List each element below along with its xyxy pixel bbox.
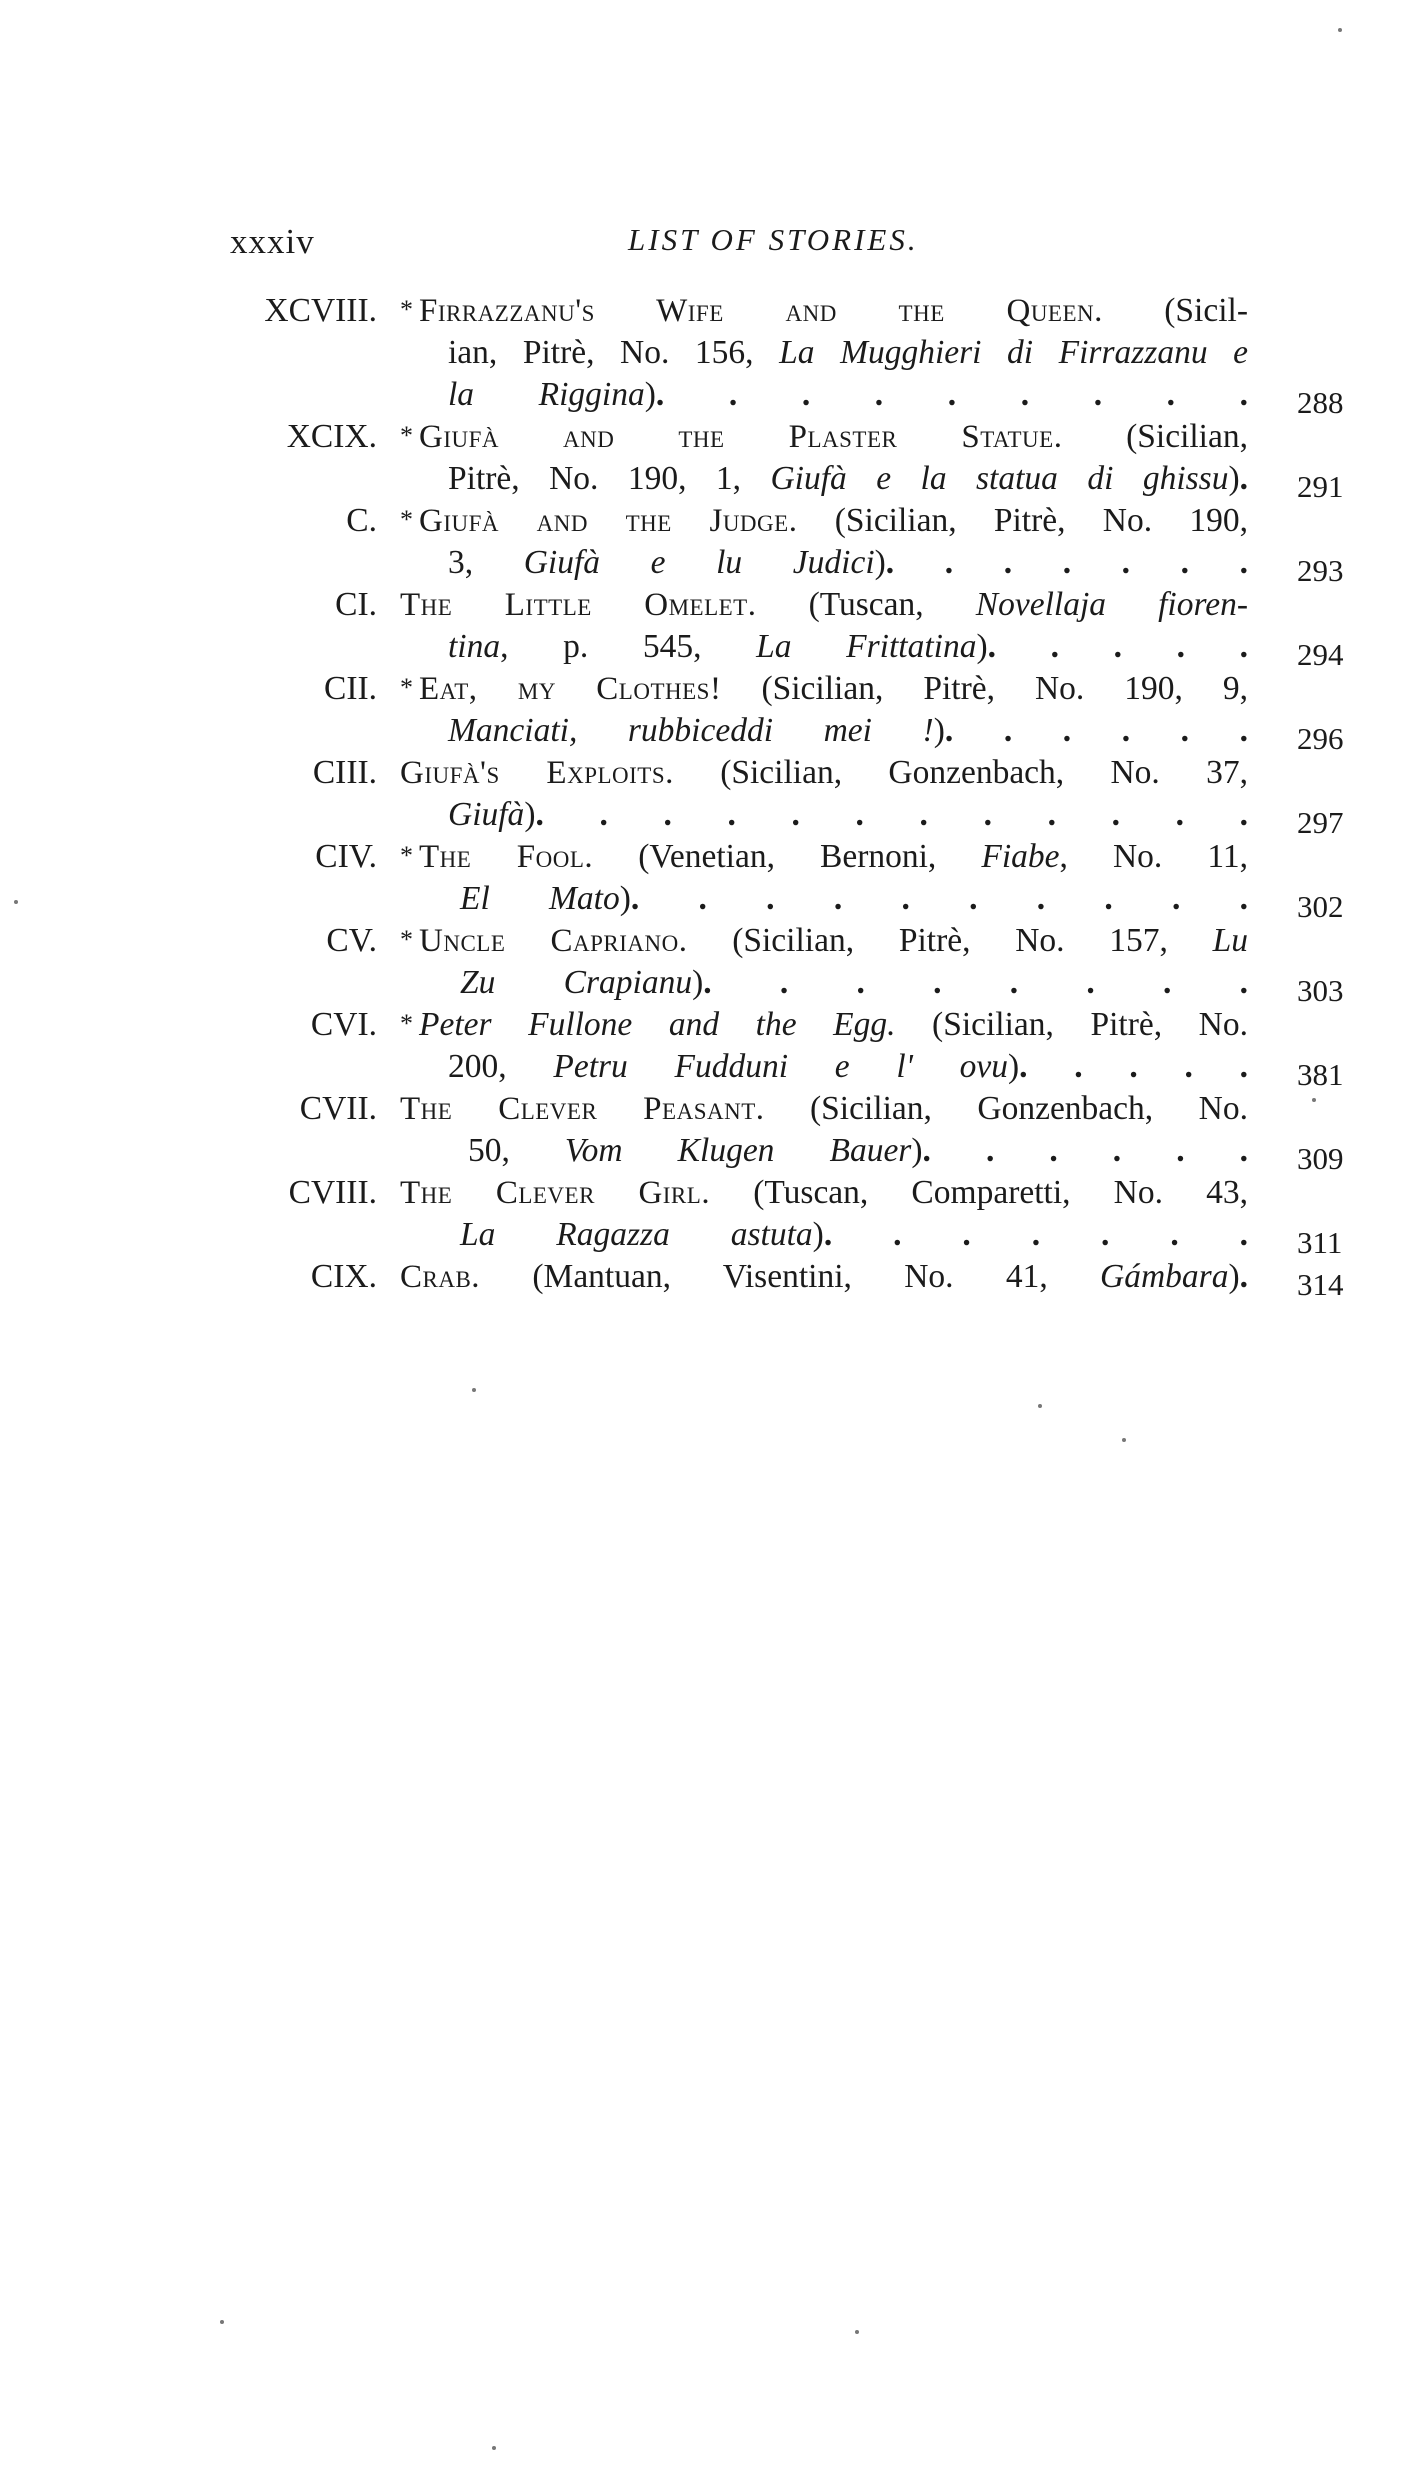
entry-title: Giufà's Exploits. [400,755,674,791]
entry-title: Giufà and the Plaster Statue. [419,419,1063,455]
leader-dots: . [1239,460,1249,497]
story-entry: CV. * Uncle Capriano. (Sicilian, Pitrè, No. 157, Lu Zu Crapianu). . . . . . . . 303 [0,920,1424,1004]
story-entry: CVII. The Clever Peasant. (Sicilian, Gonzenbach, No. 50, Vom Klugen Bauer). . . . . . 309 [0,1088,1424,1172]
leader-dots: . . . . . . . . . [655,376,1249,413]
story-entry: CI. The Little Omelet. (Tuscan, Novellaja fioren- tina, p. 545, La Frittatina). . . . . 294 [0,584,1424,668]
entry-title: Giufà and the Judge. [419,503,798,539]
page-header [0,222,1424,272]
entry-title: The Clever Peasant. [400,1091,765,1127]
entry-title: Crab. [400,1259,481,1295]
story-entry: CIX. Crab. (Mantuan, Visentini, No. 41, Gámbara). 314 [0,1256,1424,1298]
leader-dots: . . . . . [987,628,1249,665]
star-marker: * [400,295,413,324]
entry-numeral: XCVIII. [264,292,377,329]
story-entry: XCVIII. * Firrazzanu's Wife and the Queen. (Sicil- ian, Pitrè, No. 156, La Mugghieri di Firrazzanu e la Riggina). . . . . . . . . 288 [0,290,1424,416]
star-marker: * [400,505,413,534]
entry-numeral: CIX. [310,1258,377,1295]
story-entry: CIV. * The Fool. (Venetian, Bernoni, Fiabe, No. 11, El Mato). . . . . . . . . . 302 [0,836,1424,920]
entry-page: 381 [1297,1057,1344,1092]
entry-title: The Clever Girl. [400,1175,711,1211]
scan-speck [1122,1438,1126,1442]
entry-page: 291 [1297,469,1344,504]
star-marker: * [400,1009,413,1038]
leader-dots: . . . . . . . [885,544,1249,581]
story-entry: CVI. * Peter Fullone and the Egg. (Sicilian, Pitrè, No. 200, Petru Fudduni e l' ovu). . . . . 381 [0,1004,1424,1088]
star-marker: * [400,925,413,954]
entry-title: Peter Fullone and the Egg. [419,1006,896,1043]
entry-numeral: CVII. [299,1090,377,1127]
story-entry: CIII. Giufà's Exploits. (Sicilian, Gonzenbach, No. 37, Giufà). . . . . . . . . . . . 297 [0,752,1424,836]
story-entry: CVIII. The Clever Girl. (Tuscan, Comparetti, No. 43, La Ragazza astuta). . . . . . . 311 [0,1172,1424,1256]
scan-speck [472,1388,476,1392]
scan-speck [1338,28,1342,32]
entry-numeral: CI. [335,586,377,623]
entry-numeral: CV. [326,922,377,959]
leader-dots: . . . . . . . . . . . . [535,796,1248,833]
scan-speck [1038,1404,1042,1408]
entry-page: 309 [1297,1141,1344,1176]
leader-dots: . . . . . . . . . . [630,880,1249,917]
scan-speck [220,2320,224,2324]
leader-dots: . . . . . . . . [703,964,1248,1001]
entry-page: 297 [1297,805,1344,840]
entry-title: Firrazzanu's Wife and the Queen. [419,293,1103,329]
entry-title: Uncle Capriano. [419,923,688,959]
story-entry: C. * Giufà and the Judge. (Sicilian, Pitrè, No. 190, 3, Giufà e lu Judici). . . . . . . 293 [0,500,1424,584]
entry-numeral: XCIX. [286,418,377,455]
story-entry: XCIX. * Giufà and the Plaster Statue. (Sicilian, Pitrè, No. 190, 1, Giufà e la statua di ghissu). 291 [0,416,1424,500]
entry-title: The Little Omelet. [400,587,757,623]
entry-numeral: CII. [323,670,377,707]
entry-numeral: CVI. [310,1006,377,1043]
scan-speck [14,900,18,904]
leader-dots: . . . . . . [944,712,1248,749]
story-entry: CII. * Eat, my Clothes! (Sicilian, Pitrè, No. 190, 9, Manciati, rubbiceddi mei !). . . . . . 296 [0,668,1424,752]
entry-page: 288 [1297,385,1344,420]
entry-page: 311 [1297,1225,1343,1260]
scan-speck [1312,1098,1316,1102]
entry-page: 296 [1297,721,1344,756]
entry-page: 293 [1297,553,1344,588]
leader-dots: . [1239,1258,1248,1295]
star-marker: * [400,841,413,870]
star-marker: * [400,673,413,702]
entry-numeral: CVIII. [288,1174,377,1211]
entry-title: The Fool. [419,839,594,875]
entry-title: Eat, my Clothes! [419,671,722,707]
entry-numeral: C. [346,502,377,539]
page-number: xxxiv [230,222,315,261]
entry-numeral: CIV. [315,838,377,875]
running-title: LIST OF STORIES. [628,222,919,257]
scan-speck [855,2330,859,2334]
entry-page: 302 [1297,889,1344,924]
leader-dots: . . . . . . . [823,1216,1248,1253]
entry-page: 303 [1297,973,1344,1008]
leader-dots: . . . . . [1019,1048,1248,1085]
star-marker: * [400,421,413,450]
scan-speck [492,2446,496,2450]
leader-dots: . . . . . . [922,1132,1248,1169]
entry-numeral: CIII. [312,754,377,791]
entry-page: 294 [1297,637,1344,672]
entry-page: 314 [1297,1267,1344,1302]
